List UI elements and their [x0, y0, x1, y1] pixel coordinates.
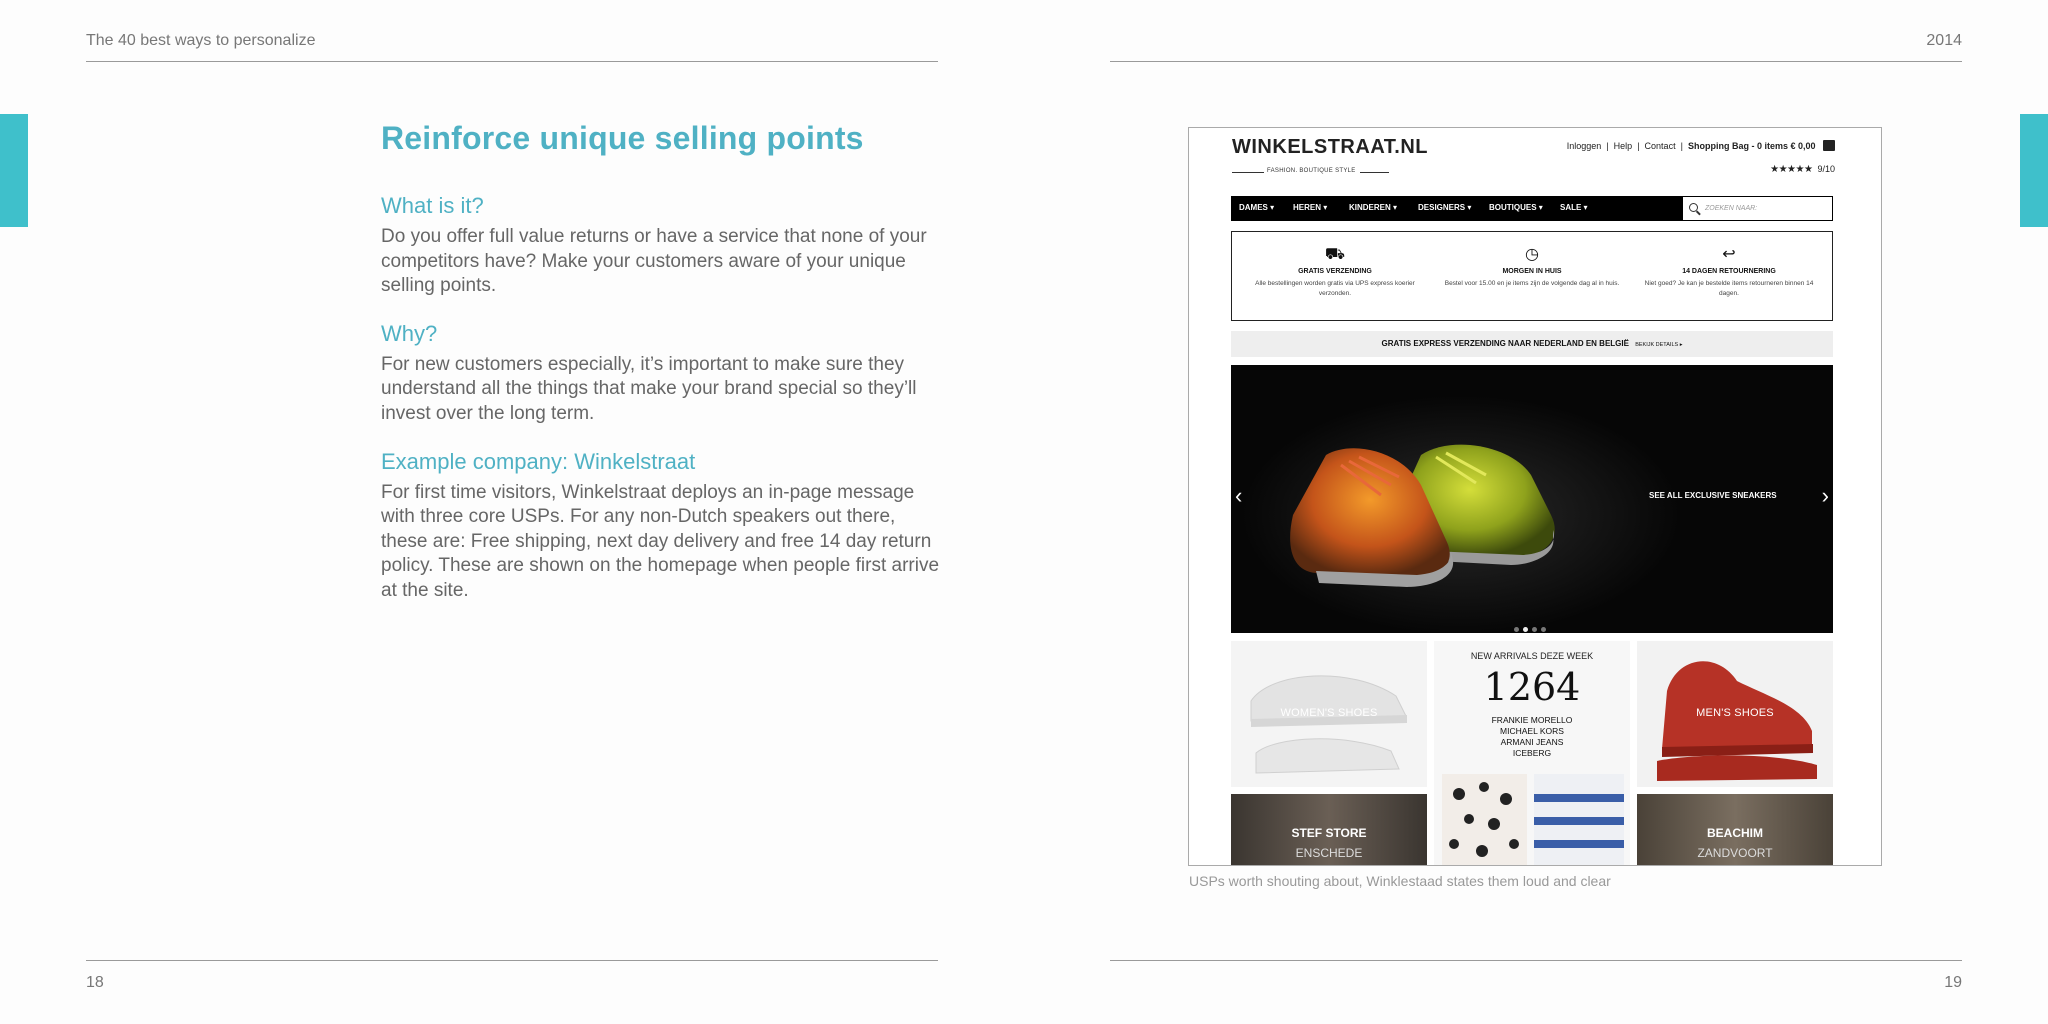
carousel-prev-button[interactable]: ‹: [1235, 483, 1243, 508]
search-box[interactable]: [1682, 196, 1833, 221]
site-logo: WINKELSTRAAT.NL: [1232, 136, 1428, 158]
rating-score: 9/10: [1817, 164, 1835, 174]
login-link[interactable]: Inloggen: [1566, 141, 1602, 151]
brand-name: ICEBERG: [1512, 748, 1552, 758]
separator: |: [1680, 141, 1683, 151]
nav-item-dames[interactable]: DAMES ▾: [1239, 203, 1275, 212]
usp-description: Niet goed? Je kan je bestelde items retourneren binnen 14 dagen.: [1644, 280, 1814, 297]
footer-rule-left: [86, 960, 938, 961]
store-name: STEF STORE: [1291, 826, 1367, 840]
nav-item-boutiques[interactable]: BOUTIQUES ▾: [1489, 203, 1543, 212]
tile-mens-shoes[interactable]: [1637, 641, 1833, 787]
article: [381, 120, 941, 626]
new-arrivals-garments-image: [1434, 769, 1630, 866]
shopping-bag-link[interactable]: Shopping Bag - 0 items € 0,00: [1687, 141, 1816, 151]
clock-icon: ◷: [1525, 246, 1539, 263]
shipping-banner[interactable]: [1231, 331, 1833, 357]
carousel-dots: [1512, 619, 1548, 633]
carousel-dot[interactable]: [1514, 627, 1519, 632]
tile-womens-shoes[interactable]: [1231, 641, 1427, 787]
nav-item-sale[interactable]: SALE ▾: [1560, 203, 1588, 212]
new-arrivals-brands: [1434, 715, 1630, 759]
tile-new-arrivals[interactable]: [1434, 641, 1630, 866]
site-logo-tagline: FASHION. BOUTIQUE STYLE: [1267, 168, 1356, 174]
logo-rule-right: [1360, 172, 1389, 173]
header-year: 2014: [1926, 32, 1962, 49]
tile-store-beachim[interactable]: [1637, 794, 1833, 866]
screenshot-caption: USPs worth shouting about, Winklestaad states them loud and clear: [1189, 873, 1611, 889]
brand-name: MICHAEL KORS: [1500, 726, 1564, 736]
carousel-dot[interactable]: [1541, 627, 1546, 632]
usp-returns: [1634, 246, 1824, 299]
tile-label-womens: WOMEN'S SHOES: [1280, 707, 1378, 719]
banner-details-link[interactable]: BEKIJK DETAILS ▸: [1635, 342, 1683, 348]
main-nav: [1231, 196, 1833, 221]
shopping-bag-icon[interactable]: [1823, 140, 1835, 151]
usp-description: Alle bestellingen worden gratis via UPS express koerier verzonden.: [1255, 280, 1415, 297]
usp-title: 14 DAGEN RETOURNERING: [1682, 268, 1776, 275]
section-heading-example: Example company: Winkelstraat: [381, 448, 696, 474]
hero-cta-link[interactable]: SEE ALL EXCLUSIVE SNEAKERS: [1649, 491, 1777, 500]
usp-title: MORGEN IN HUIS: [1502, 268, 1562, 275]
new-arrivals-heading: NEW ARRIVALS DEZE WEEK: [1470, 651, 1594, 661]
side-tab-right: [2020, 114, 2048, 227]
page-number-right: 19: [1944, 974, 1962, 991]
separator: |: [1637, 141, 1640, 151]
article-title: Reinforce unique selling points: [381, 120, 864, 156]
hero-carousel[interactable]: [1231, 365, 1833, 633]
logo-rule-left: [1232, 172, 1264, 173]
store-name: BEACHIM: [1707, 826, 1763, 840]
store-city: ENSCHEDE: [1295, 846, 1363, 860]
truck-icon: ⛟: [1324, 246, 1346, 263]
contact-link[interactable]: Contact: [1644, 141, 1676, 151]
carousel-dot[interactable]: [1532, 627, 1537, 632]
nav-item-kinderen[interactable]: KINDEREN ▾: [1349, 203, 1398, 212]
page-number-left: 18: [86, 974, 104, 991]
usp-free-shipping: [1240, 246, 1430, 299]
nav-item-heren[interactable]: HEREN ▾: [1293, 203, 1328, 212]
header-book-title: The 40 best ways to personalize: [86, 32, 316, 49]
section-body-why: For new customers especially, it’s important to make sure they understand all the things that make your brand special so they’ll invest over the long term.: [381, 353, 917, 424]
carousel-dot-active[interactable]: [1523, 627, 1528, 632]
carousel-next-button[interactable]: ›: [1821, 483, 1829, 508]
header-rule-left: [86, 61, 938, 62]
brand-name: ARMANI JEANS: [1500, 737, 1564, 747]
section-heading-what: What is it?: [381, 193, 484, 218]
search-icon[interactable]: [1689, 203, 1698, 212]
section-body-example: For first time visitors, Winkelstraat deploys an in-page message with three core USPs. For any non-Dutch speakers out there, these are: Free shipping, next day delivery and free 14 day return policy. These are shown on the homepage when people first arrive at the site.: [381, 481, 940, 601]
return-arrow-icon: ↩: [1722, 246, 1736, 263]
brand-name: FRANKIE MORELLO: [1491, 715, 1573, 725]
usp-next-day: [1437, 246, 1627, 289]
banner-text: GRATIS EXPRESS VERZENDING NAAR NEDERLAND EN BELGIË: [1381, 339, 1629, 348]
section-body-what: Do you offer full value returns or have a service that none of your competitors have? Make your customers aware of your unique selling points.: [381, 226, 927, 297]
new-arrivals-count: 1264: [1483, 665, 1581, 709]
usp-description: Bestel voor 15.00 en je items zijn de volgende dag al in huis.: [1444, 280, 1620, 287]
separator: |: [1606, 141, 1609, 151]
help-link[interactable]: Help: [1613, 141, 1633, 151]
tile-label-mens: MEN'S SHOES: [1696, 707, 1774, 719]
nav-item-designers[interactable]: DESIGNERS ▾: [1418, 203, 1472, 212]
tile-store-stef[interactable]: [1231, 794, 1427, 866]
rating-stars-icon: ★★★★★: [1770, 164, 1813, 175]
usp-box: [1231, 231, 1833, 321]
store-city: ZANDVOORT: [1697, 846, 1773, 860]
search-placeholder[interactable]: ZOEKEN NAAR:: [1705, 205, 1758, 212]
site-rating: [1770, 164, 1835, 175]
header-rule-right: [1110, 61, 1962, 62]
footer-rule-right: [1110, 960, 1962, 961]
section-heading-why: Why?: [381, 320, 438, 346]
usp-title: GRATIS VERZENDING: [1298, 268, 1372, 275]
website-screenshot: [1188, 127, 1882, 866]
side-tab-left: [0, 114, 28, 227]
top-links: [1567, 140, 1835, 151]
